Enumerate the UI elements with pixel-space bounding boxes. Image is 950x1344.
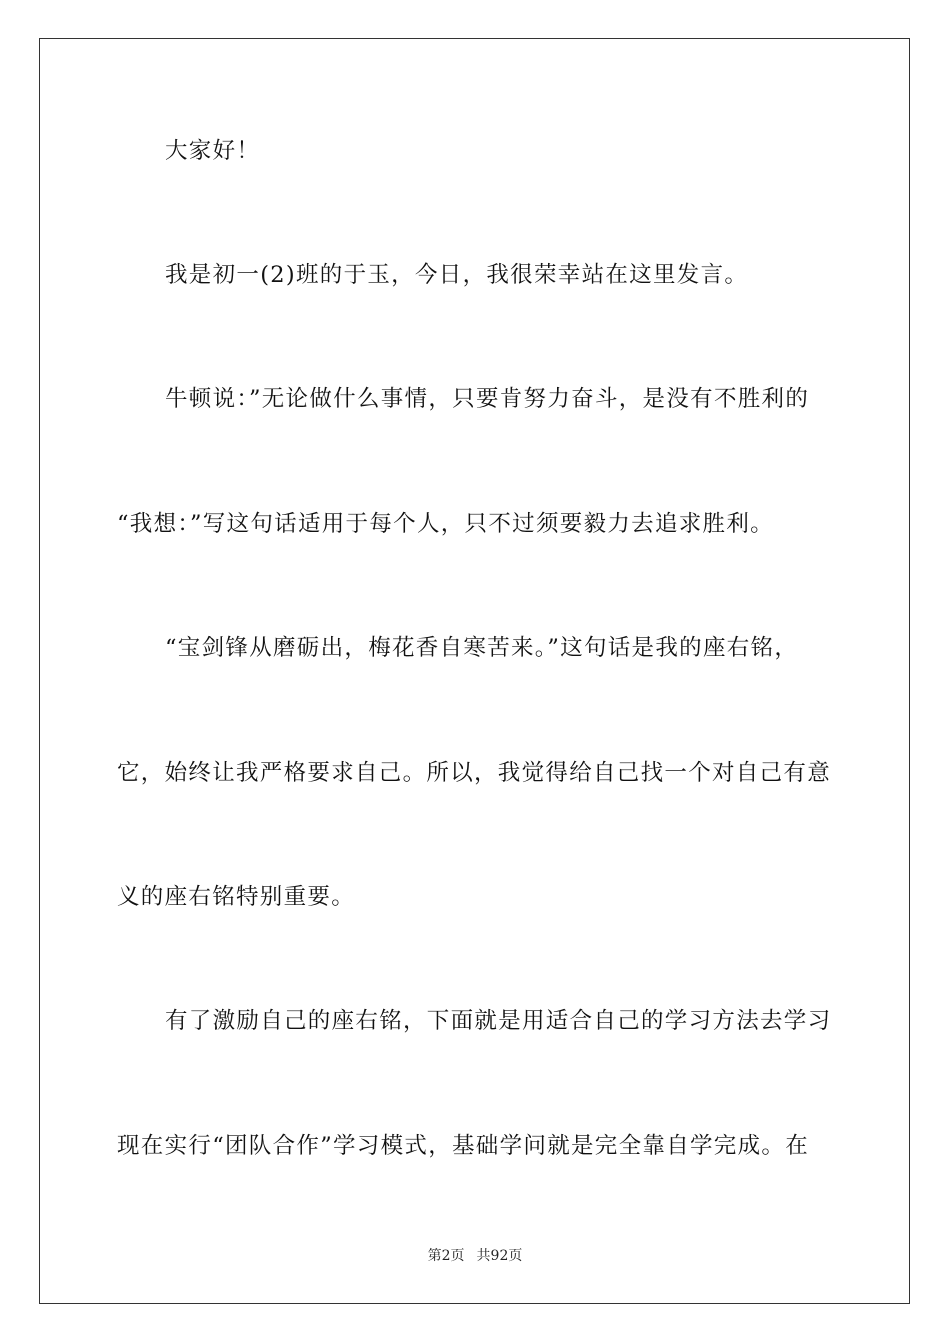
- paragraph-line: 现在实行“团队合作”学习模式，基础学问就是完全靠自学完成。在: [117, 1133, 810, 1159]
- page-footer: [0, 1246, 950, 1266]
- paragraph-line: 它，始终让我严格要求自己。所以，我觉得给自己找一个对自己有意: [117, 760, 832, 786]
- paragraph-line: 我是初一(2)班的于玉，今日，我很荣幸站在这里发言。: [165, 262, 749, 288]
- page-number: 第2页: [427, 1248, 465, 1264]
- paragraph-line: “宝剑锋从磨砺出，梅花香自寒苦来。”这句话是我的座右铭，: [165, 635, 799, 661]
- page-border: [39, 38, 910, 1304]
- greeting-line: 大家好！: [165, 138, 261, 164]
- paragraph-line: 义的座右铭特别重要。: [117, 884, 356, 910]
- paragraph-line: “我想：”写这句话适用于每个人，只不过须要毅力去追求胜利。: [117, 511, 774, 537]
- paragraph-line: 牛顿说：”无论做什么事情，只要肯努力奋斗，是没有不胜利的: [165, 386, 810, 412]
- paragraph-line: 有了激励自己的座右铭，下面就是用适合自己的学习方法去学习: [165, 1008, 832, 1034]
- total-pages: 共92页: [476, 1248, 523, 1264]
